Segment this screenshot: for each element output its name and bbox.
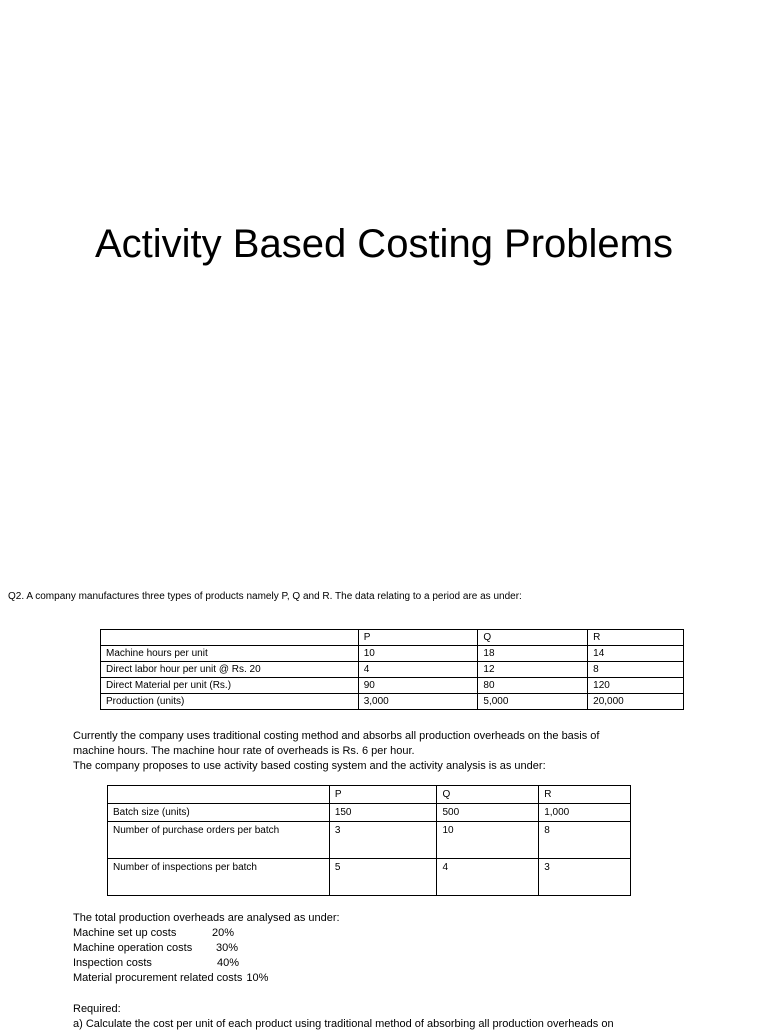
table-cell: 4 — [358, 662, 478, 678]
overhead-value: 30% — [216, 942, 239, 954]
table-row — [101, 662, 684, 678]
overhead-item — [73, 971, 340, 986]
table-cell: Machine hours per unit — [101, 646, 359, 662]
table-cell: 90 — [358, 678, 478, 694]
overhead-label: Machine set up costs — [73, 927, 177, 939]
overhead-label: Machine operation costs — [73, 942, 193, 954]
overhead-label: Inspection costs — [73, 957, 152, 969]
table-header-cell: R — [539, 786, 631, 804]
table-cell: 10 — [358, 646, 478, 662]
table-cell: 80 — [478, 678, 588, 694]
table-cell: 18 — [478, 646, 588, 662]
table-cell: Number of purchase orders per batch — [108, 822, 330, 859]
table-cell: Direct labor hour per unit @ Rs. 20 — [101, 662, 359, 678]
table-cell: 150 — [329, 804, 437, 822]
product-data-table — [100, 629, 684, 710]
table-cell: 1,000 — [539, 804, 631, 822]
table-row — [108, 804, 631, 822]
table-cell: 3,000 — [358, 694, 478, 710]
activity-analysis-table — [107, 785, 631, 896]
table-cell: 10 — [437, 822, 539, 859]
table-cell: 8 — [539, 822, 631, 859]
table-cell: 4 — [437, 859, 539, 896]
paragraph-line: Currently the company uses traditional costing method and absorbs all production overheads on the basis of — [73, 730, 600, 742]
table-row — [108, 822, 631, 859]
page-title: Activity Based Costing Problems — [94, 222, 673, 266]
overhead-value: 20% — [212, 927, 235, 939]
paragraph-line: machine hours. The machine hour rate of overheads is Rs. 6 per hour. — [73, 745, 415, 757]
paragraph-line: The company proposes to use activity based costing system and the activity analysis is as under: — [73, 760, 546, 772]
table-cell: Batch size (units) — [108, 804, 330, 822]
table-row — [101, 646, 684, 662]
table-row — [101, 694, 684, 710]
table-row — [101, 678, 684, 694]
table-row — [108, 859, 631, 896]
table-header-cell: P — [358, 630, 478, 646]
table-cell: 5 — [329, 859, 437, 896]
overhead-item — [73, 926, 340, 941]
table-cell: Direct Material per unit (Rs.) — [101, 678, 359, 694]
required-item-a: a) Calculate the cost per unit of each product using traditional method of absorbing all production overheads on — [73, 1018, 614, 1030]
overhead-value: 10% — [246, 972, 269, 984]
table-cell: 3 — [329, 822, 437, 859]
required-heading: Required: — [73, 1003, 121, 1015]
table-cell: 5,000 — [478, 694, 588, 710]
table-cell: Production (units) — [101, 694, 359, 710]
table-header-cell — [101, 630, 359, 646]
table-cell: 500 — [437, 804, 539, 822]
costing-method-paragraph — [73, 729, 599, 774]
table-cell: 12 — [478, 662, 588, 678]
overhead-item — [73, 956, 340, 971]
overheads-analysis — [73, 911, 340, 986]
table-header-cell: P — [329, 786, 437, 804]
table-cell: 3 — [539, 859, 631, 896]
table-cell: 14 — [588, 646, 684, 662]
table-cell: 20,000 — [588, 694, 684, 710]
table-cell: Number of inspections per batch — [108, 859, 330, 896]
table-header-cell: Q — [478, 630, 588, 646]
table-header-cell: R — [588, 630, 684, 646]
table-header-cell: Q — [437, 786, 539, 804]
table-header-row — [101, 630, 684, 646]
overhead-label: Material procurement related costs — [73, 972, 243, 984]
table-header-row — [108, 786, 631, 804]
table-cell: 120 — [588, 678, 684, 694]
table-cell: 8 — [588, 662, 684, 678]
question-text: Q2. A company manufactures three types of products namely P, Q and R. The data relating to a period are as under: — [8, 591, 522, 602]
overheads-intro: The total production overheads are analysed as under: — [73, 912, 340, 924]
table-header-cell — [108, 786, 330, 804]
overhead-item — [73, 941, 340, 956]
overhead-value: 40% — [217, 957, 240, 969]
